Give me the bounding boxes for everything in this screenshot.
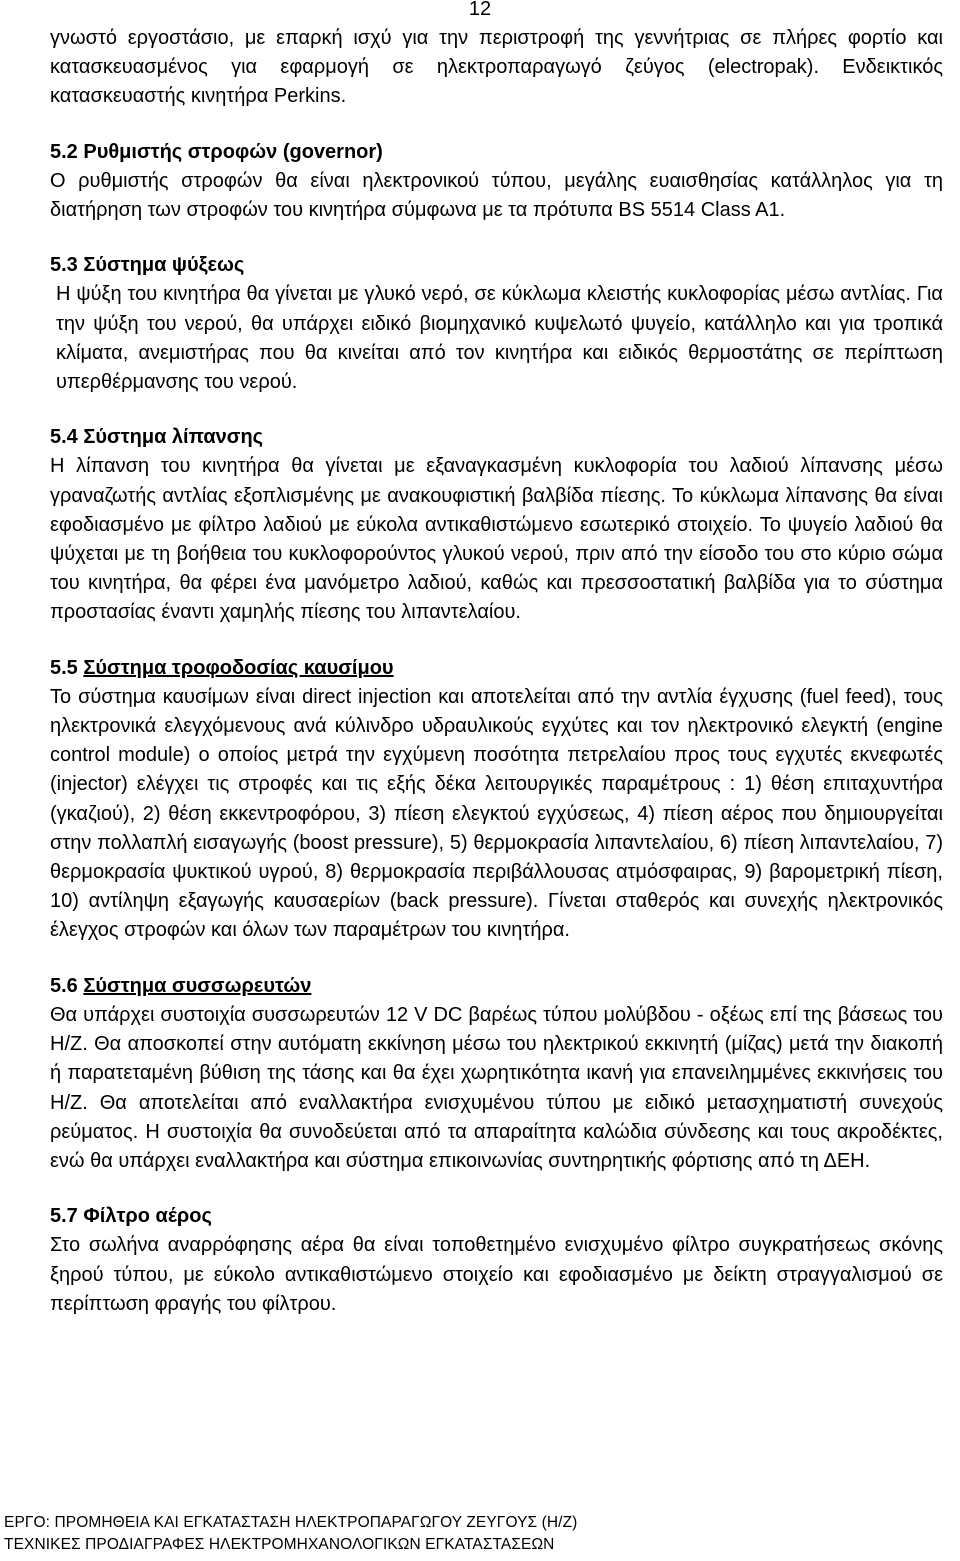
section-body: Η λίπανση του κινητήρα θα γίνεται με εξαναγκασμένη κυκλοφορία του λαδιού λίπανσης μέσω γραναζωτής αντλίας εξοπλισμένης με ανακουφιστική βαλβίδα πίεσης. Το κύκλωμα λίπανσης θα είναι εφοδιασμένο με φίλτρο λαδιού με εύκολα αντικαθιστώμενο εσωτερικό στοιχείο. Το ψυγείο λαδιού θα ψύχεται με τη βοήθεια του κυκλοφορούντος γλυκού νερού, πριν από την είσοδο του στο κύριο σώμα του κινητήρα, θα φέρει ένα μανόμετρο λαδιού, καθώς και πρεσσοστατική βαλβίδα για το σύστημα προστασίας έναντι χαμηλής πίεσης του λιπαντελαίου. <box>50 455 943 624</box>
section-number: 5.6 <box>50 974 78 997</box>
intro-paragraph: γνωστό εργοστάσιο, με επαρκή ισχύ για την περιστροφή της γεννήτριας σε πλήρες φορτίο και κατασκευασμένος για εφαρμογή σε ηλεκτροπαραγωγό ζεύγος (electropak). Ενδεικτικός κατασκευαστής κινητήρα Perkins. <box>50 27 943 108</box>
section-number: 5.2 <box>50 140 78 163</box>
section-batteries <box>50 972 943 1176</box>
section-number: 5.4 <box>50 426 78 449</box>
section-body: Θα υπάρχει συστοιχία συσσωρευτών 12 V DC βαρέως τύπου μολύβδου - οξέως επί της βάσεως του Η/Ζ. Θα αποσκοπεί στην αυτόματη εκκίνηση μέσω του ηλεκτρικού εκκινητή (μίζας) μετά την διακοπή ή παρατεταμένη βύθιση της τάσης και θα έχει χωρητικότητα ικανή για επανειλημμένες εκκινήσεις του Η/Ζ. Θα αποτελείται από εναλλακτήρα ενισχυμένου τύπου με ειδικό μετασχηματιστή συνεχούς ρεύματος. Η συστοιχία θα συνοδεύεται από τα απαραίτητα καλώδια σύνδεσης και τους ακροδέκτες, ενώ θα υπάρχει εναλλακτήρα και σύστημα επικοινωνίας συντηρητικής φόρτισης από τη ΔΕΗ. <box>50 1003 943 1172</box>
section-title: Φίλτρο αέρος <box>83 1205 212 1228</box>
footer-spec-line: ΤΕΧΝΙΚΕΣ ΠΡΟΔΙΑΓΡΑΦΕΣ ΗΛΕΚΤΡΟΜΗΧΑΝΟΛΟΓΙΚΩΝ ΕΓΚΑΤΑΣΤΑΣΕΩΝ <box>4 1536 555 1553</box>
page-footer <box>4 1512 944 1556</box>
section-heading <box>50 972 943 1001</box>
section-body: Ο ρυθμιστής στροφών θα είναι ηλεκτρονικού τύπου, μεγάλης ευαισθησίας κατάλληλος για τη διατήρηση των στροφών του κινητήρα σύμφωνα με τα πρότυπα BS 5514 Class A1. <box>50 169 943 222</box>
section-fuel-supply <box>50 654 943 946</box>
page-number: 12 <box>468 0 492 20</box>
section-title: Σύστημα λίπανσης <box>83 426 264 449</box>
section-cooling <box>50 251 943 397</box>
footer-project-line: ΕΡΓΟ: ΠΡΟΜΗΘΕΙΑ ΚΑΙ ΕΓΚΑΤΑΣΤΑΣΗ ΗΛΕΚΤΡΟΠΑΡΑΓΩΓΟΥ ΖΕΥΓΟΥΣ (Η/Ζ) <box>4 1514 578 1531</box>
section-title: Σύστημα συσσωρευτών <box>83 974 312 997</box>
section-heading <box>50 251 943 280</box>
section-body: Η ψύξη του κινητήρα θα γίνεται με γλυκό νερό, σε κύκλωμα κλειστής κυκλοφορίας μέσω αντλίας. Για την ψύξη του νερού, θα υπάρχει ειδικό βιομηχανικό κυψελωτό ψυγείο, κατάλληλο και για τροπικά κλίματα, ανεμιστήρας που θα κινείται από τον κινητήρα και ειδικός θερμοστάτης σε περίπτωση υπερθέρμανσης του νερού. <box>56 283 943 394</box>
section-heading <box>50 138 943 167</box>
section-governor <box>50 138 943 226</box>
document-body <box>50 24 943 1319</box>
section-heading <box>50 1202 943 1231</box>
section-heading <box>50 423 943 452</box>
section-heading <box>50 654 943 683</box>
section-air-filter <box>50 1202 943 1319</box>
section-title: Ρυθμιστής στροφών (governor) <box>83 140 383 163</box>
section-title: Σύστημα τροφοδοσίας καυσίμου <box>83 656 394 679</box>
section-lubrication <box>50 423 943 627</box>
section-body: Στο σωλήνα αναρρόφησης αέρα θα είναι τοποθετημένο ενισχυμένο φίλτρο συγκρατήσεως σκόνης ξηρού τύπου, με εύκολο αντικαθιστώμενο στοιχείο και εφοδιασμένο με δείκτη στραγγαλισμού σε περίπτωση φραγής του φίλτρου. <box>50 1234 943 1315</box>
section-number: 5.5 <box>50 656 78 679</box>
section-title: Σύστημα ψύξεως <box>83 254 245 277</box>
section-number: 5.7 <box>50 1205 78 1228</box>
section-body: Το σύστημα καυσίμων είναι direct injection και αποτελείται από την αντλία έγχυσης (fuel feed), τους ηλεκτρονικά ελεγχόμενους ανά κύλινδρο υδραυλικούς εγχύτες και τον ηλεκτρονικό ελεγκτή (engine control module) ο οποίος μετρά την εγχύμενη ποσότητα πετρελαίου προς τους εγχυτές εκνεφωτές (injector) ελέγχει τις στροφές και τις εξής δέκα λειτουργικές παραμέτρους : 1) θέση επιταχυντήρα (γκαζιού), 2) θέση εκκεντροφόρου, 3) πίεση ελεγκτού εγχύσεως, 4) πίεση αέρος που δημιουργείται στην πολλαπλή εισαγωγής (boost pressure), 5) θερμοκρασία λιπαντελαίου, 6) πίεση λιπαντελαίου, 7) θερμοκρασία ψυκτικού υγρού, 8) θερμοκρασία περιβάλλουσας ατμόσφαιρας, 9) βαρομετρική πίεση, 10) αντίληψη εξαγωγής καυσαερίων (back pressure). Γίνεται σταθερός και συνεχής ηλεκτρονικός έλεγχος στροφών και όλων των παραμέτρων του κινητήρα. <box>50 685 943 942</box>
section-number: 5.3 <box>50 254 78 277</box>
